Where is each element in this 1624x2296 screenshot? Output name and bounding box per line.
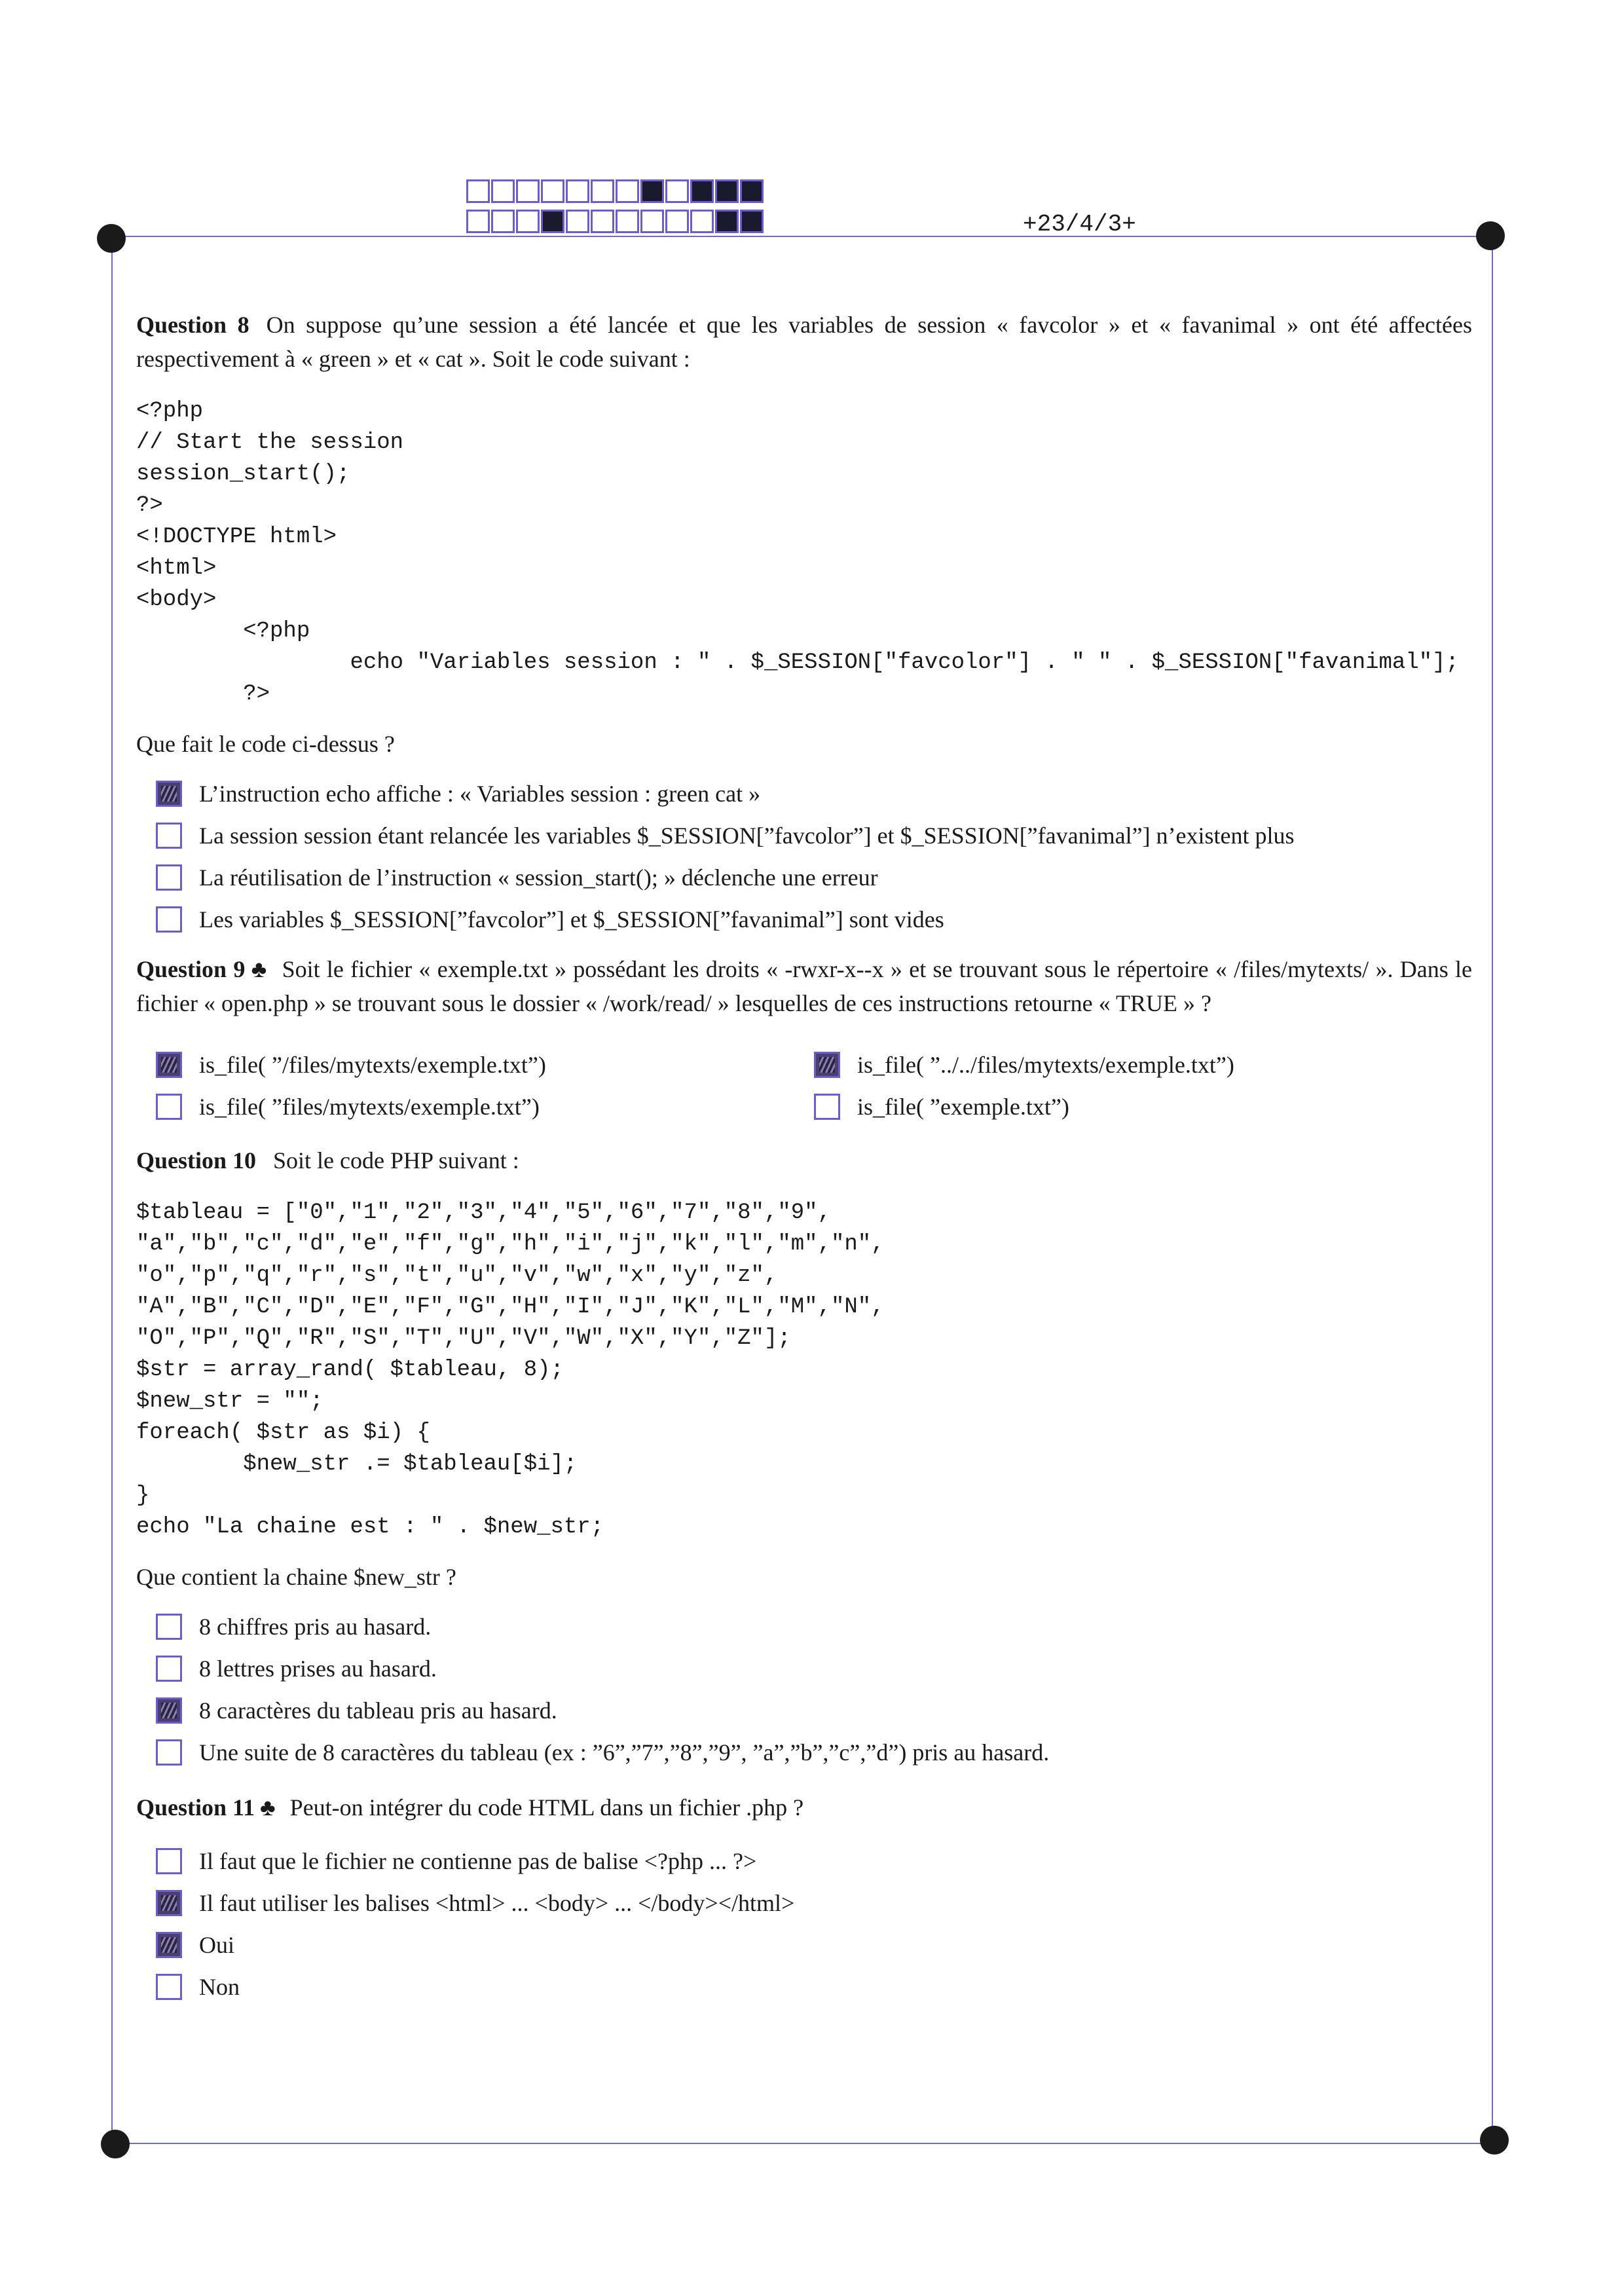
checkbox[interactable]	[156, 906, 182, 933]
question-10-text: Soit le code PHP suivant :	[273, 1147, 519, 1174]
question-9-choices-right	[814, 1044, 1472, 1128]
barcode-cell	[491, 179, 515, 203]
checked-checkbox[interactable]	[814, 1052, 840, 1078]
choice-label: is_file( ”/files/mytexts/exemple.txt”)	[199, 1052, 546, 1078]
question-11-text: Peut-on intégrer du code HTML dans un fichier .php ?	[289, 1794, 804, 1821]
checked-checkbox[interactable]	[156, 1052, 182, 1078]
registration-mark-bottom-left	[101, 2130, 130, 2158]
barcode-cell	[616, 210, 639, 233]
barcode-cell	[516, 179, 540, 203]
question-11-choice-1[interactable]	[156, 1840, 1472, 1882]
question-11-choices	[156, 1840, 1472, 2008]
barcode-cell	[491, 210, 515, 233]
checked-checkbox[interactable]	[156, 1932, 182, 1958]
question-8-choice-1[interactable]	[156, 773, 1472, 815]
choice-label: is_file( ”exemple.txt”)	[857, 1094, 1069, 1120]
question-11-number: Question 11	[136, 1794, 255, 1821]
barcode-row-1	[466, 179, 765, 203]
checkbox[interactable]	[156, 1739, 182, 1766]
question-11-choice-2[interactable]	[156, 1882, 1472, 1924]
choice-label: 8 lettres prises au hasard.	[199, 1656, 437, 1682]
choice-label: Non	[199, 1974, 240, 2000]
question-11-heading	[136, 1790, 1472, 1824]
question-8-number: Question 8	[136, 312, 249, 338]
checked-checkbox[interactable]	[156, 1697, 182, 1724]
choice-label: Oui	[199, 1932, 234, 1958]
barcode-cell	[616, 179, 639, 203]
question-9-text: Soit le fichier « exemple.txt » possédant les droits « -rwxr-x--x » et se trouvant sous le répertoire « /files/mytexts/ ». Dans le fichier « open.php » se trouvant sous le dossier « /work/read/ » lesquelles de ces instructions retourne « TRUE » ?	[136, 956, 1473, 1016]
question-10-code: $tableau = ["0","1","2","3","4","5","6","7","8","9", "a","b","c","d","e","f","g","h","i","j","k","l","m","n", "o","p","q","r","s","t","u","v","w","x","y","z", "A","B","C","D","E","F","G","H","I","J","K","L","M","N", "O","P","Q","R","S","T","U","V","W","X","Y","Z"]; $str = array_rand( $tableau, 8); $new_str = ""; foreach( $str as $i) { $new_str .= $tableau[$i]; } echo "La chaine est : " . $new_str;	[136, 1200, 885, 1540]
checkbox[interactable]	[156, 1614, 182, 1640]
choice-label: Les variables $_SESSION[”favcolor”] et $_SESSION[”favanimal”] sont vides	[199, 906, 944, 933]
question-8-choice-4[interactable]	[156, 898, 1472, 940]
checked-checkbox[interactable]	[156, 1890, 182, 1916]
barcode-cell	[591, 179, 614, 203]
checkbox[interactable]	[156, 1094, 182, 1120]
barcode-cell	[665, 179, 689, 203]
page-code: +23/4/3+	[1023, 211, 1136, 238]
question-8-choice-2[interactable]	[156, 815, 1472, 857]
registration-mark-top-left	[97, 224, 126, 253]
checkbox[interactable]	[156, 1974, 182, 2000]
question-10-choice-1[interactable]	[156, 1606, 1472, 1648]
question-8-text: On suppose qu’une session a été lancée et que les variables de session « favcolor » et « favanimal » ont été affectées respectivement à « green » et « cat ». Soit le code suivant :	[136, 312, 1472, 372]
checked-checkbox[interactable]	[156, 781, 182, 807]
club-icon: ♣	[260, 1794, 276, 1821]
question-9-left-choice-1[interactable]	[156, 1044, 814, 1086]
checkbox[interactable]	[156, 1848, 182, 1874]
barcode-cell	[566, 179, 589, 203]
barcode-cell	[715, 179, 739, 203]
question-9-choices	[156, 1044, 1472, 1128]
choice-label: is_file( ”files/mytexts/exemple.txt”)	[199, 1094, 540, 1120]
question-10-choice-3[interactable]	[156, 1690, 1472, 1731]
question-10	[136, 1143, 1472, 1773]
question-9-choices-left	[156, 1044, 814, 1128]
barcode-cell	[541, 210, 564, 233]
question-10-prompt: Que contient la chaine $new_str ?	[136, 1564, 456, 1590]
choice-label: 8 caractères du tableau pris au hasard.	[199, 1697, 557, 1724]
question-11	[136, 1790, 1472, 2008]
question-11-choice-4[interactable]	[156, 1966, 1472, 2008]
checkbox[interactable]	[156, 864, 182, 891]
question-10-heading	[136, 1143, 1472, 1177]
question-10-choice-2[interactable]	[156, 1648, 1472, 1690]
question-9-left-choice-2[interactable]	[156, 1086, 814, 1128]
barcode-cell	[591, 210, 614, 233]
question-11-choice-3[interactable]	[156, 1924, 1472, 1966]
barcode-cell	[715, 210, 739, 233]
barcode-cell	[740, 210, 764, 233]
barcode-cell	[516, 210, 540, 233]
registration-mark-top-right	[1476, 221, 1505, 250]
question-8-prompt: Que fait le code ci-dessus ?	[136, 731, 395, 757]
choice-label: is_file( ”../../files/mytexts/exemple.txt”)	[857, 1052, 1234, 1078]
choice-label: 8 chiffres pris au hasard.	[199, 1614, 432, 1640]
question-9-heading	[136, 952, 1472, 1020]
barcode-cell	[466, 210, 490, 233]
question-9-number: Question 9	[136, 956, 246, 982]
question-8-code: <?php // Start the session session_start(); ?> <!DOCTYPE html> <html> <body> <?php echo "Variables session : " . $_SESSION["favcolor"] . " " . $_SESSION["favanimal"]; ?>	[136, 399, 1459, 707]
barcode-cell	[640, 210, 664, 233]
question-8-choice-3[interactable]	[156, 857, 1472, 898]
club-icon: ♣	[250, 956, 268, 982]
barcode-row-2	[466, 210, 765, 233]
barcode-cell	[665, 210, 689, 233]
question-8	[136, 308, 1472, 940]
question-8-heading	[136, 308, 1472, 376]
checkbox[interactable]	[814, 1094, 840, 1120]
barcode-cell	[541, 179, 564, 203]
choice-label: L’instruction echo affiche : « Variables session : green cat »	[199, 781, 761, 807]
question-10-choice-4[interactable]	[156, 1731, 1472, 1773]
exam-content	[136, 308, 1472, 2008]
choice-label: La session session étant relancée les variables $_SESSION[”favcolor”] et $_SESSION[”favanimal”] n’existent plus	[199, 823, 1295, 849]
choice-label: Il faut que le fichier ne contienne pas de balise <?php ... ?>	[199, 1848, 757, 1874]
barcode-cell	[466, 179, 490, 203]
checkbox[interactable]	[156, 823, 182, 849]
question-10-number: Question 10	[136, 1147, 257, 1174]
barcode-cell	[566, 210, 589, 233]
choice-label: La réutilisation de l’instruction « session_start(); » déclenche une erreur	[199, 864, 878, 891]
question-9-right-choice-2[interactable]	[814, 1086, 1472, 1128]
choice-label: Il faut utiliser les balises <html> ... <body> ... </body></html>	[199, 1890, 795, 1916]
barcode-cell	[740, 179, 764, 203]
question-8-choices	[156, 773, 1472, 940]
question-9	[136, 952, 1472, 1128]
choice-label: Une suite de 8 caractères du tableau (ex : ”6”,”7”,”8”,”9”, ”a”,”b”,”c”,”d”) pris au hasard.	[199, 1739, 1050, 1766]
barcode-cell	[690, 179, 714, 203]
checkbox[interactable]	[156, 1656, 182, 1682]
question-9-right-choice-1[interactable]	[814, 1044, 1472, 1086]
barcode-cell	[640, 179, 664, 203]
question-10-choices	[156, 1606, 1472, 1773]
registration-mark-bottom-right	[1480, 2126, 1509, 2155]
barcode-cell	[690, 210, 714, 233]
